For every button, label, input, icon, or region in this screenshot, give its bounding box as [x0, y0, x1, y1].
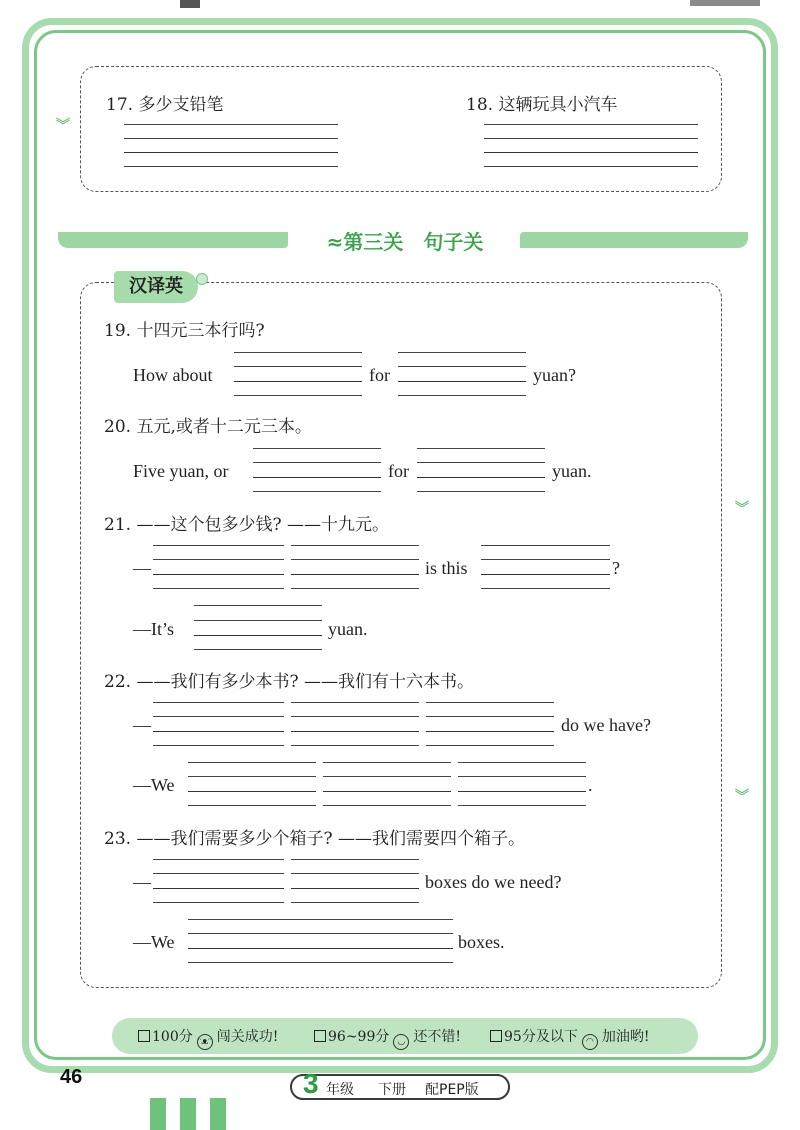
writing-line [188, 962, 453, 963]
grade-number: 3 [303, 1068, 319, 1099]
score-option-95-below[interactable] [490, 1026, 649, 1050]
q21-prompt: 21. ——这个包多少钱? ——十九元。 [104, 515, 389, 535]
writing-line [291, 859, 419, 860]
writing-line [194, 649, 322, 650]
q20-prompt: 20. 五元,或者十二元三本。 [104, 417, 312, 437]
writing-line [458, 805, 586, 806]
writing-line [291, 873, 419, 874]
answer-line[interactable] [153, 574, 284, 575]
answer-line[interactable] [188, 791, 316, 792]
bottom-tab [150, 1098, 166, 1130]
writing-line [124, 166, 338, 167]
q22-answer-2: . [588, 775, 593, 795]
answer-line[interactable] [417, 477, 545, 478]
writing-line [426, 702, 554, 703]
writing-line [323, 776, 451, 777]
writing-line[interactable] [124, 152, 338, 153]
answer-line[interactable] [234, 381, 362, 382]
section-title: ≈第三关 句子关 [326, 230, 484, 254]
answer-line[interactable] [398, 381, 526, 382]
writing-line [323, 762, 451, 763]
top-edge-mark [180, 0, 200, 8]
writing-line [234, 395, 362, 396]
score-range: 96~99分 [328, 1029, 390, 1045]
answer-line[interactable] [458, 791, 586, 792]
score-option-96-99[interactable] [314, 1026, 461, 1050]
writing-line [417, 462, 545, 463]
writing-line [291, 716, 419, 717]
writing-line [484, 124, 698, 125]
vocab-box [80, 66, 722, 192]
writing-line [481, 545, 610, 546]
answer-line[interactable] [291, 888, 419, 889]
writing-line [484, 138, 698, 139]
writing-line [153, 588, 284, 589]
q22-prompt: 22. ——我们有多少本书? ——我们有十六本书。 [104, 672, 474, 692]
writing-line [291, 545, 419, 546]
tag-dot-icon [196, 273, 208, 285]
writing-line [188, 919, 453, 920]
writing-line [124, 124, 338, 125]
writing-line [481, 588, 610, 589]
chevron-down-icon: ︾ [735, 501, 749, 517]
bottom-tab [210, 1098, 226, 1130]
q19-text-2: for [369, 365, 390, 385]
banner-bar-right [520, 232, 748, 248]
writing-line [417, 491, 545, 492]
writing-line [153, 902, 284, 903]
q20-text-3: yuan. [552, 461, 592, 481]
writing-line [153, 702, 284, 703]
writing-line [153, 873, 284, 874]
answer-line[interactable] [153, 731, 284, 732]
writing-line [194, 620, 322, 621]
q23-text-1: boxes do we need? [425, 872, 562, 892]
writing-line [458, 762, 586, 763]
page-number: 46 [60, 1066, 83, 1088]
q19-prompt: 19. 十四元三本行吗? [104, 321, 265, 341]
writing-line [398, 352, 526, 353]
answer-line[interactable] [194, 635, 322, 636]
checkbox-icon[interactable] [314, 1030, 326, 1042]
section-tag: 汉译英 [114, 271, 198, 303]
q21-answer-2: yuan. [328, 619, 368, 639]
answer-line[interactable] [323, 791, 451, 792]
writing-line [323, 805, 451, 806]
q19-text-3: yuan? [533, 365, 576, 385]
answer-line[interactable] [291, 731, 419, 732]
answer-line[interactable] [426, 731, 554, 732]
chevron-down-icon: ︾ [56, 118, 70, 134]
q22-text-1: do we have? [561, 715, 651, 735]
q21-text-1: is this [425, 558, 468, 578]
writing-line [398, 366, 526, 367]
writing-line [291, 702, 419, 703]
q22-dash: — [133, 715, 151, 735]
answer-line[interactable] [153, 888, 284, 889]
item-18-label: 18. 这辆玩具小汽车 [466, 95, 618, 115]
writing-line [458, 776, 586, 777]
writing-line [426, 716, 554, 717]
translation-box [80, 282, 722, 988]
writing-line [234, 366, 362, 367]
score-message: 还不错! [413, 1029, 461, 1045]
writing-line [291, 745, 419, 746]
score-option-100[interactable] [138, 1026, 278, 1050]
bottom-tab [180, 1098, 196, 1130]
writing-line [188, 933, 453, 934]
writing-line [124, 138, 338, 139]
q21-answer-1: —It’s [133, 619, 175, 639]
writing-line [291, 902, 419, 903]
q23-prompt: 23. ——我们需要多少个箱子? ——我们需要四个箱子。 [104, 829, 525, 849]
q19-text-1: How about [133, 365, 213, 385]
answer-line[interactable] [481, 574, 610, 575]
writing-line [426, 745, 554, 746]
writing-line [153, 716, 284, 717]
writing-line [153, 559, 284, 560]
checkbox-icon[interactable] [138, 1030, 150, 1042]
writing-line [484, 166, 698, 167]
writing-line[interactable] [484, 152, 698, 153]
q20-text-2: for [388, 461, 409, 481]
writing-line [417, 448, 545, 449]
q23-answer-2: boxes. [458, 932, 505, 952]
q22-answer-1: —We [133, 775, 175, 795]
writing-line [291, 559, 419, 560]
term-label: 下册 [378, 1082, 406, 1098]
q23-dash: — [133, 872, 151, 892]
writing-line [234, 352, 362, 353]
smiley-face-icon: ◡ [393, 1034, 409, 1050]
banner-bar-left [58, 232, 288, 248]
score-message: 加油哟! [601, 1029, 650, 1045]
edition-label: 配PEP版 [425, 1082, 479, 1098]
checkbox-icon[interactable] [490, 1030, 502, 1042]
grade-label: 年级 [326, 1082, 354, 1098]
top-edge-mark [690, 0, 760, 6]
writing-line [188, 762, 316, 763]
writing-line [398, 395, 526, 396]
writing-line [291, 588, 419, 589]
writing-line [194, 605, 322, 606]
writing-line [481, 559, 610, 560]
q20-text-1: Five yuan, or [133, 461, 229, 481]
writing-line [188, 776, 316, 777]
item-17-label: 17. 多少支铅笔 [106, 95, 224, 115]
smiley-face-icon: ᵔᴥᵔ [197, 1034, 213, 1050]
writing-line [188, 805, 316, 806]
writing-line [153, 859, 284, 860]
chevron-down-icon: ︾ [735, 789, 749, 805]
answer-line[interactable] [291, 574, 419, 575]
q21-dash: — [133, 558, 151, 578]
writing-line [253, 462, 381, 463]
answer-line[interactable] [253, 477, 381, 478]
writing-line [153, 545, 284, 546]
cheer-face-icon: ◠ [582, 1034, 598, 1050]
writing-line [253, 491, 381, 492]
q21-text-2: ? [612, 558, 620, 578]
score-range: 95分及以下 [504, 1029, 578, 1045]
writing-line [153, 745, 284, 746]
score-range: 100分 [152, 1029, 193, 1045]
q23-answer-1: —We [133, 932, 175, 952]
answer-line[interactable] [188, 948, 453, 949]
writing-line [253, 448, 381, 449]
score-message: 闯关成功! [216, 1029, 279, 1045]
